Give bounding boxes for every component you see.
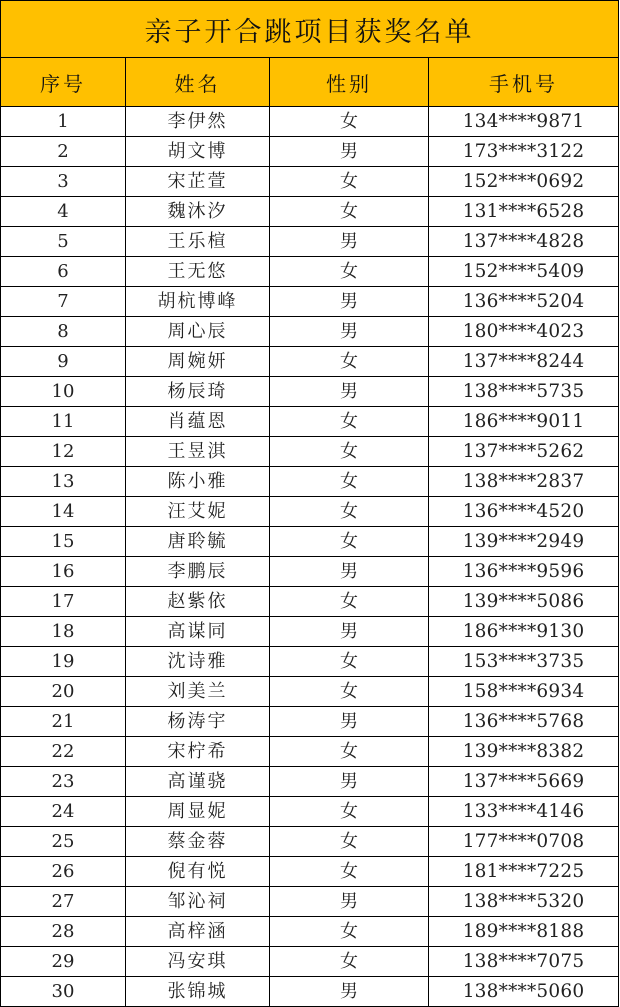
row-gender: 女 [270, 467, 429, 497]
row-name: 沈诗雅 [126, 647, 270, 677]
row-phone: 137****5262 [429, 437, 619, 467]
row-phone: 152****5409 [429, 257, 619, 287]
table-row [1, 767, 619, 797]
row-name: 李伊然 [126, 107, 270, 137]
row-name: 魏沐汐 [126, 197, 270, 227]
row-phone: 177****0708 [429, 827, 619, 857]
row-gender: 男 [270, 377, 429, 407]
row-name: 胡文博 [126, 137, 270, 167]
table-row [1, 857, 619, 887]
row-gender: 女 [270, 737, 429, 767]
row-name: 杨涛宇 [126, 707, 270, 737]
row-phone: 189****8188 [429, 917, 619, 947]
row-phone: 186****9011 [429, 407, 619, 437]
row-gender: 男 [270, 287, 429, 317]
row-gender: 女 [270, 437, 429, 467]
table-row [1, 437, 619, 467]
table-row [1, 197, 619, 227]
row-index: 24 [1, 797, 126, 827]
row-phone: 186****9130 [429, 617, 619, 647]
row-phone: 139****2949 [429, 527, 619, 557]
row-gender: 女 [270, 347, 429, 377]
row-gender: 女 [270, 257, 429, 287]
table-row [1, 497, 619, 527]
row-index: 23 [1, 767, 126, 797]
row-name: 刘美兰 [126, 677, 270, 707]
row-index: 7 [1, 287, 126, 317]
row-gender: 女 [270, 107, 429, 137]
row-index: 15 [1, 527, 126, 557]
table-row [1, 737, 619, 767]
row-index: 10 [1, 377, 126, 407]
row-gender: 男 [270, 227, 429, 257]
row-index: 3 [1, 167, 126, 197]
row-phone: 137****8244 [429, 347, 619, 377]
row-gender: 男 [270, 887, 429, 917]
row-index: 18 [1, 617, 126, 647]
row-name: 赵紫依 [126, 587, 270, 617]
row-name: 王昱淇 [126, 437, 270, 467]
table-row [1, 707, 619, 737]
table-row [1, 317, 619, 347]
table-row [1, 257, 619, 287]
row-gender: 男 [270, 317, 429, 347]
header-phone: 手机号 [429, 58, 619, 107]
row-gender: 女 [270, 797, 429, 827]
table-title: 亲子开合跳项目获奖名单 [1, 1, 619, 58]
row-phone: 136****5204 [429, 287, 619, 317]
row-phone: 136****9596 [429, 557, 619, 587]
row-phone: 131****6528 [429, 197, 619, 227]
row-index: 19 [1, 647, 126, 677]
row-phone: 138****5735 [429, 377, 619, 407]
row-gender: 男 [270, 137, 429, 167]
row-gender: 男 [270, 767, 429, 797]
row-name: 李鹏辰 [126, 557, 270, 587]
row-phone: 137****4828 [429, 227, 619, 257]
row-index: 6 [1, 257, 126, 287]
row-name: 周婉妍 [126, 347, 270, 377]
row-index: 20 [1, 677, 126, 707]
row-phone: 133****4146 [429, 797, 619, 827]
row-name: 胡杭博峰 [126, 287, 270, 317]
row-gender: 女 [270, 587, 429, 617]
row-phone: 181****7225 [429, 857, 619, 887]
row-phone: 173****3122 [429, 137, 619, 167]
row-gender: 女 [270, 407, 429, 437]
table-row [1, 827, 619, 857]
table-row [1, 227, 619, 257]
table-row [1, 977, 619, 1007]
row-phone: 138****2837 [429, 467, 619, 497]
row-index: 28 [1, 917, 126, 947]
row-index: 25 [1, 827, 126, 857]
row-name: 高梓涵 [126, 917, 270, 947]
row-phone: 139****5086 [429, 587, 619, 617]
row-index: 22 [1, 737, 126, 767]
row-name: 陈小雅 [126, 467, 270, 497]
table-row [1, 587, 619, 617]
table-row [1, 107, 619, 137]
row-name: 周显妮 [126, 797, 270, 827]
table-row [1, 917, 619, 947]
row-index: 14 [1, 497, 126, 527]
row-phone: 158****6934 [429, 677, 619, 707]
row-gender: 女 [270, 857, 429, 887]
table-row [1, 137, 619, 167]
header-name: 姓名 [126, 58, 270, 107]
table-row [1, 527, 619, 557]
row-phone: 138****7075 [429, 947, 619, 977]
row-name: 唐聆毓 [126, 527, 270, 557]
row-index: 9 [1, 347, 126, 377]
row-phone: 136****4520 [429, 497, 619, 527]
row-index: 1 [1, 107, 126, 137]
row-name: 冯安琪 [126, 947, 270, 977]
row-name: 蔡金蓉 [126, 827, 270, 857]
row-index: 21 [1, 707, 126, 737]
row-name: 高谨骁 [126, 767, 270, 797]
row-name: 宋柠希 [126, 737, 270, 767]
table-row [1, 287, 619, 317]
row-name: 王乐楦 [126, 227, 270, 257]
header-index: 序号 [1, 58, 126, 107]
table-row [1, 947, 619, 977]
table-row [1, 887, 619, 917]
row-gender: 女 [270, 527, 429, 557]
row-phone: 180****4023 [429, 317, 619, 347]
row-phone: 138****5320 [429, 887, 619, 917]
row-gender: 女 [270, 947, 429, 977]
row-gender: 女 [270, 917, 429, 947]
header-row [1, 58, 619, 107]
row-phone: 134****9871 [429, 107, 619, 137]
row-index: 5 [1, 227, 126, 257]
row-name: 高谋同 [126, 617, 270, 647]
row-gender: 男 [270, 707, 429, 737]
table-row [1, 407, 619, 437]
row-gender: 男 [270, 557, 429, 587]
row-gender: 女 [270, 497, 429, 527]
row-name: 杨辰琦 [126, 377, 270, 407]
row-index: 13 [1, 467, 126, 497]
row-index: 26 [1, 857, 126, 887]
row-name: 汪艾妮 [126, 497, 270, 527]
row-phone: 137****5669 [429, 767, 619, 797]
row-name: 肖蕴恩 [126, 407, 270, 437]
row-index: 30 [1, 977, 126, 1007]
row-gender: 女 [270, 677, 429, 707]
table-row [1, 617, 619, 647]
row-phone: 139****8382 [429, 737, 619, 767]
row-gender: 女 [270, 197, 429, 227]
header-gender: 性别 [270, 58, 429, 107]
row-index: 2 [1, 137, 126, 167]
row-name: 王无悠 [126, 257, 270, 287]
table-row [1, 557, 619, 587]
row-phone: 138****5060 [429, 977, 619, 1007]
row-gender: 男 [270, 617, 429, 647]
row-name: 邹沁祠 [126, 887, 270, 917]
row-index: 17 [1, 587, 126, 617]
table-row [1, 647, 619, 677]
row-gender: 女 [270, 827, 429, 857]
table-row [1, 467, 619, 497]
table-body [1, 107, 619, 1007]
row-index: 8 [1, 317, 126, 347]
row-index: 16 [1, 557, 126, 587]
row-index: 29 [1, 947, 126, 977]
row-phone: 136****5768 [429, 707, 619, 737]
table-row [1, 167, 619, 197]
table-row [1, 347, 619, 377]
row-phone: 152****0692 [429, 167, 619, 197]
row-index: 12 [1, 437, 126, 467]
row-name: 宋芷萱 [126, 167, 270, 197]
table-row [1, 377, 619, 407]
row-name: 倪有悦 [126, 857, 270, 887]
row-gender: 女 [270, 647, 429, 677]
row-name: 周心辰 [126, 317, 270, 347]
row-gender: 男 [270, 977, 429, 1007]
row-name: 张锦城 [126, 977, 270, 1007]
row-index: 27 [1, 887, 126, 917]
row-phone: 153****3735 [429, 647, 619, 677]
row-index: 11 [1, 407, 126, 437]
table-row [1, 677, 619, 707]
row-gender: 女 [270, 167, 429, 197]
row-index: 4 [1, 197, 126, 227]
table-row [1, 797, 619, 827]
